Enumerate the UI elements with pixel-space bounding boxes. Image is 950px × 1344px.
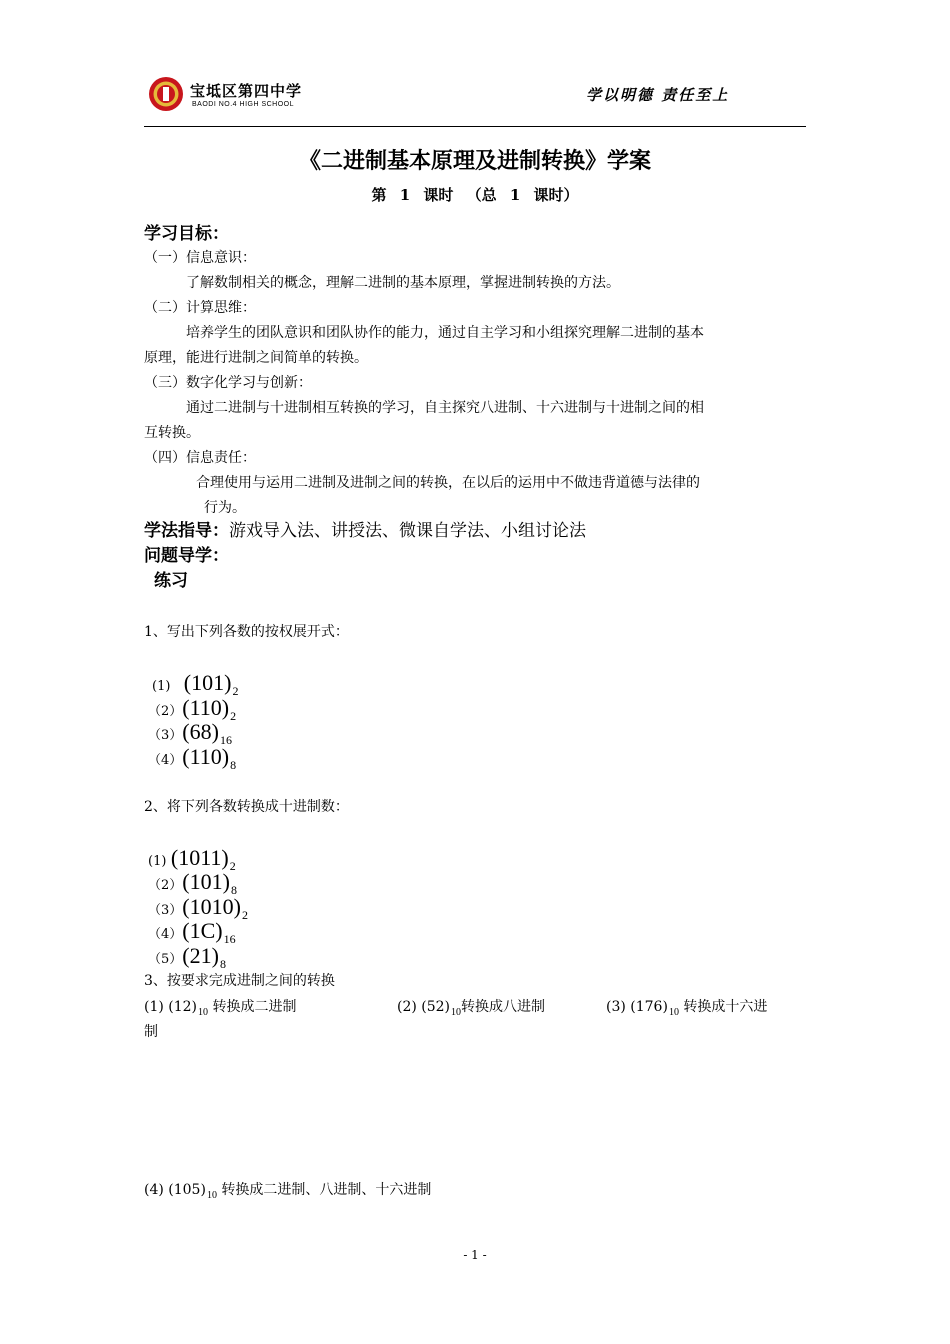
q1-item-label: （3） (148, 728, 183, 743)
q3-part-4-number: (4) (105) (144, 1182, 206, 1198)
q2-item-base: 2 (241, 908, 248, 922)
q1-item-base: 2 (230, 709, 237, 723)
q2-item-base: 8 (230, 883, 237, 897)
q3-part-1-number: (1) (12) (144, 999, 198, 1015)
q2-item-label: (1) (148, 854, 167, 869)
objective-3-heading: （三）数字化学习与创新： (144, 375, 312, 391)
objective-2-text-line1: 培养学生的团队意识和团队协作的能力，通过自主学习和小组探究理解二进制的基本 (186, 325, 704, 341)
q1-item-number: (68) (182, 719, 219, 744)
page-number: - 1 - (463, 1248, 487, 1262)
q3-part-2-task: 转换成八进制 (461, 999, 546, 1015)
q2-item-base: 16 (223, 932, 236, 946)
school-motto: 学以明德 责任至上 (586, 86, 730, 104)
q1-item-number: (101) (183, 670, 232, 695)
q3-part-3-base: 10 (668, 1007, 679, 1018)
q3-part-3 (606, 997, 767, 1019)
objective-3-text-line1: 通过二进制与十进制相互转换的学习，自主探究八进制、十六进制与十进制之间的相 (186, 400, 704, 416)
q1-item-base: 8 (230, 758, 237, 772)
q2-item-number: (1010) (182, 894, 241, 919)
objective-2-heading: （二）计算思维： (144, 300, 256, 316)
q2-item-label: （4） (148, 927, 183, 942)
page-subtitle: 第 1 课时 （总 1 课时） (371, 186, 579, 204)
method-heading: 学法指导： (144, 521, 229, 541)
objective-4-heading: （四）信息责任： (144, 450, 256, 466)
q1-item-label: （2） (148, 704, 183, 719)
guide-heading: 问题导学： (144, 546, 229, 566)
q3-part-3-task: 转换成十六进 (678, 999, 768, 1015)
q2-item-base: 8 (219, 957, 226, 971)
q3-part-2 (397, 997, 545, 1019)
objective-3-text-line2: 互转换。 (144, 425, 200, 441)
q3-part-2-number: (2) (52) (397, 999, 451, 1015)
q2-item-label: （2） (148, 878, 183, 893)
objective-1-heading: （一）信息意识： (144, 250, 256, 266)
q3-part-3-number: (3) (176) (606, 999, 668, 1015)
q1-item-label: （4） (148, 753, 183, 768)
q3-part-2-base: 10 (451, 1007, 462, 1018)
school-name-en: BAODI NO.4 HIGH SCHOOL (192, 101, 295, 108)
school-logo-icon (148, 76, 184, 112)
objectives-heading: 学习目标： (144, 224, 229, 244)
q3-part-3-wrap: 制 (144, 1024, 158, 1040)
method-line (144, 521, 586, 541)
q2-item-number: (1011) (170, 845, 229, 870)
school-name-cn: 宝坻区第四中学 (190, 82, 303, 100)
q2-item-label: （5） (148, 952, 183, 967)
q1-item-number: (110) (182, 695, 230, 720)
q1-item-number: (110) (182, 744, 230, 769)
practice-heading: 练习 (154, 571, 188, 591)
q3-part-4 (144, 1180, 431, 1202)
method-text: 游戏导入法、讲授法、微课自学法、小组讨论法 (229, 521, 586, 541)
q1-item-4 (148, 744, 236, 774)
q2-item-5 (148, 943, 226, 973)
q2-item-number: (1C) (182, 918, 223, 943)
q3-part-1 (144, 997, 296, 1019)
question-3-prompt: 3、按要求完成进制之间的转换 (144, 973, 335, 989)
q3-part-1-base: 10 (198, 1007, 209, 1018)
question-2-prompt: 2、将下列各数转换成十进制数： (144, 799, 349, 815)
q2-item-base: 2 (229, 859, 236, 873)
q3-part-4-task: 转换成二进制、八进制、十六进制 (216, 1182, 432, 1198)
q1-item-base: 16 (219, 733, 232, 747)
page-title: 《二进制基本原理及进制转换》学案 (298, 148, 651, 174)
objective-2-text-line2: 原理，能进行进制之间简单的转换。 (144, 350, 368, 366)
q2-item-number: (101) (182, 869, 230, 894)
q2-item-number: (21) (182, 943, 219, 968)
header-divider (144, 126, 806, 127)
objective-4-text-line1: 合理使用与运用二进制及进制之间的转换，在以后的运用中不做违背道德与法律的 (196, 475, 700, 491)
q2-item-label: （3） (148, 903, 183, 918)
q1-item-base: 2 (232, 684, 239, 698)
q3-part-4-base: 10 (206, 1190, 217, 1201)
question-1-prompt: 1、写出下列各数的按权展开式： (144, 624, 349, 640)
q3-part-1-task: 转换成二进制 (208, 999, 297, 1015)
objective-1-text: 了解数制相关的概念，理解二进制的基本原理，掌握进制转换的方法。 (186, 275, 620, 291)
q1-item-label: (1) (152, 679, 171, 694)
objective-4-text-line2: 行为。 (204, 500, 246, 516)
